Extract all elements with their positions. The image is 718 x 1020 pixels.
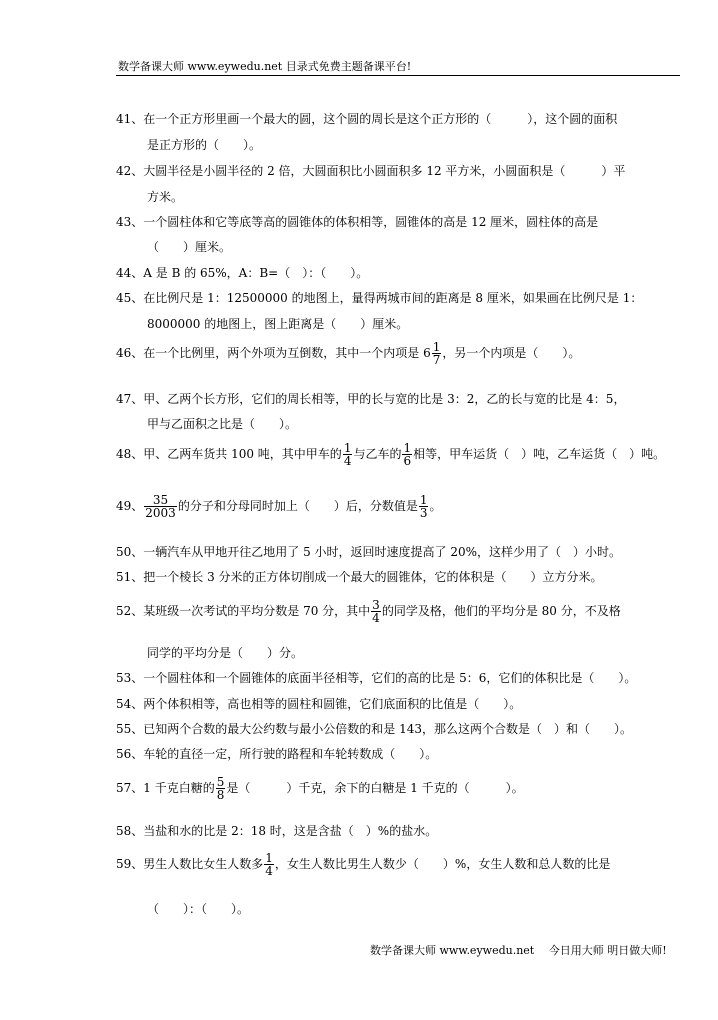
fraction-five-eighths xyxy=(216,776,226,801)
fraction-numerator: 1 xyxy=(419,493,428,507)
question-59-text: 59、男生人数比女生人数多 xyxy=(116,857,264,871)
fraction-denominator: 2003 xyxy=(145,506,176,520)
question-52-text: 52、某班级一次考试的平均分数是 70 分，其中 xyxy=(116,604,371,618)
question-49-number: 49、 xyxy=(116,499,144,513)
question-52-line1 xyxy=(116,599,621,624)
fraction-one-sixth xyxy=(402,442,412,467)
question-44: 44、A 是 B 的 65%，A：B=（ ）：（ ）。 xyxy=(116,266,369,280)
fraction-one-seventh xyxy=(432,341,442,366)
fraction-denominator: 6 xyxy=(403,454,412,468)
fraction-denominator: 4 xyxy=(372,611,380,625)
question-56: 56、车轮的直径一定，所行驶的路程和车轮转数成（ ）。 xyxy=(116,747,438,761)
question-48-text-end: 相等，甲车运货（ ）吨，乙车运货（ ）吨。 xyxy=(413,447,666,461)
question-57-text-end: 是（ ）千克，余下的白糖是 1 千克的（ ）。 xyxy=(226,781,524,795)
question-57 xyxy=(116,776,524,801)
question-58: 58、当盐和水的比是 2：18 时，这是含盐（ ）%的盐水。 xyxy=(116,824,438,838)
fraction-denominator: 3 xyxy=(419,506,428,520)
question-43-line2: （ ）厘米。 xyxy=(147,240,232,254)
fraction-numerator: 1 xyxy=(265,851,273,865)
question-52-text-end: 的同学及格，他们的平均分是 80 分，不及格 xyxy=(381,604,621,618)
page-header: 数学备课大师 www.eywedu.net 目录式免费主题备课平台! xyxy=(118,60,412,73)
question-46-text: 46、在一个比例里，两个外项为互倒数，其中一个内项是 6 xyxy=(116,346,431,360)
fraction-denominator: 7 xyxy=(432,353,441,367)
question-52-line2: 同学的平均分是（ ）分。 xyxy=(147,646,304,660)
question-59-line1 xyxy=(116,852,610,877)
fraction-numerator: 3 xyxy=(372,598,380,612)
header-divider xyxy=(116,75,680,76)
question-48-text-mid: 与乙车的 xyxy=(353,447,402,461)
question-42-line1: 42、大圆半径是小圆半径的 2 倍，大圆面积比小圆面积多 12 平方米，小圆面积是（ ）平 xyxy=(116,164,626,178)
question-47-line1: 47、甲、乙两个长方形，它们的周长相等，甲的长与宽的比是 3：2，乙的长与宽的比是 4：5， xyxy=(116,392,626,406)
question-46 xyxy=(116,341,580,366)
question-50: 50、一辆汽车从甲地开往乙地用了 5 小时，返回时速度提高了 20%，这样少用了（ ）小时。 xyxy=(116,545,622,559)
fraction-numerator: 1 xyxy=(403,441,412,455)
question-49-text: 的分子和分母同时加上（ ）后，分数值是 xyxy=(177,499,418,513)
fraction-denominator: 4 xyxy=(343,454,352,468)
fraction-35-over-2003 xyxy=(144,494,177,519)
question-41-line2: 是正方形的（ ）。 xyxy=(147,138,262,152)
question-57-text: 57、1 千克白糖的 xyxy=(116,781,215,795)
question-45-line1: 45、在比例尺是 1：12500000 的地图上，量得两城市间的距离是 8 厘米，如果画在比例尺是 1： xyxy=(116,291,643,305)
fraction-denominator: 4 xyxy=(265,864,273,878)
question-42-line2: 方米。 xyxy=(147,190,184,204)
question-59-line2: （ ）：（ ）。 xyxy=(147,902,250,916)
fraction-numerator: 35 xyxy=(144,494,177,507)
question-53: 53、一个圆柱体和一个圆锥体的底面半径相等，它们的高的比是 5：6，它们的体积比是（ ）。 xyxy=(116,671,637,685)
fraction-numerator: 5 xyxy=(216,775,225,789)
question-46-text-end: ，另一个内项是（ ）。 xyxy=(442,346,581,360)
page-footer: 数学备课大师 www.eywedu.net 今日用大师 明日做大师! xyxy=(370,944,667,957)
fraction-three-quarters xyxy=(371,599,381,624)
question-49 xyxy=(116,494,442,519)
question-41-line1: 41、在一个正方形里画一个最大的圆，这个圆的周长是这个正方形的（ ），这个圆的面积 xyxy=(116,112,618,126)
fraction-denominator: 8 xyxy=(216,788,225,802)
question-51: 51、把一个棱长 3 分米的正方体切削成一个最大的圆锥体，它的体积是（ ）立方分米。 xyxy=(116,570,603,584)
question-45-line2: 8000000 的地图上，图上距离是（ ）厘米。 xyxy=(147,317,409,331)
fraction-numerator: 1 xyxy=(343,441,352,455)
fraction-one-quarter xyxy=(343,442,353,467)
question-54: 54、两个体积相等，高也相等的圆柱和圆锥，它们底面积的比值是（ ）。 xyxy=(116,697,522,711)
fraction-one-third xyxy=(419,494,429,519)
question-59-text-end: ，女生人数比男生人数少（ ）%，女生人数和总人数的比是 xyxy=(274,857,611,871)
question-47-line2: 甲与乙面积之比是（ ）。 xyxy=(147,417,298,431)
question-43-line1: 43、一个圆柱体和它等底等高的圆锥体的体积相等，圆锥体的高是 12 厘米，圆柱体的高是 xyxy=(116,215,599,229)
question-48 xyxy=(116,442,665,467)
question-48-text: 48、甲、乙两车货共 100 吨，其中甲车的 xyxy=(116,447,342,461)
question-55: 55、已知两个合数的最大公约数与最小公倍数的和是 143，那么这两个合数是（ ）和（ ）。 xyxy=(116,722,632,736)
fraction-numerator: 1 xyxy=(432,340,441,354)
fraction-one-quarter xyxy=(264,852,274,877)
question-49-text-end: 。 xyxy=(429,499,442,513)
